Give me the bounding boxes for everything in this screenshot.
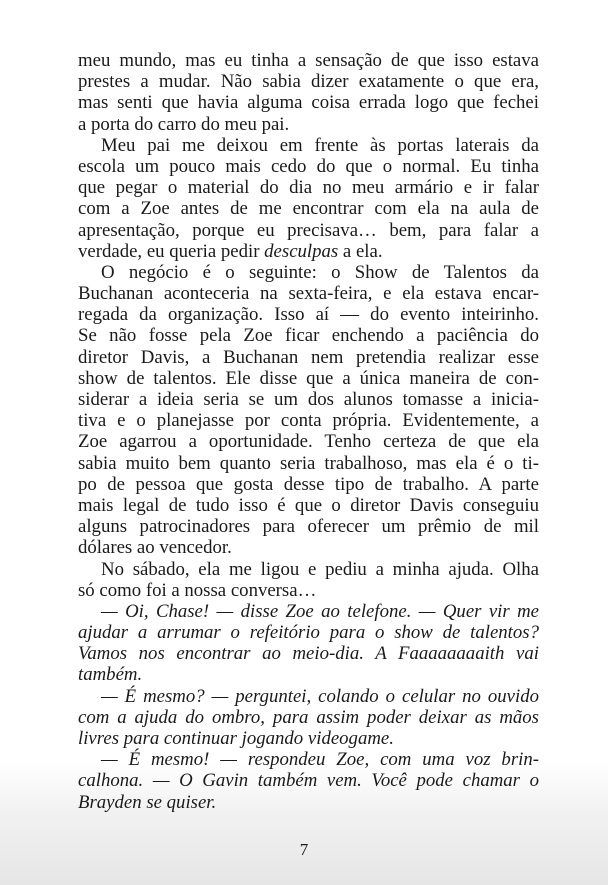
text-line: só como foi a nossa conversa… — [78, 579, 317, 601]
text-line: mas senti que havia alguma coisa errada logo que fechei — [78, 92, 539, 114]
text-line: dólares ao vencedor. — [78, 537, 232, 559]
text-line: com a Zoe antes de me encontrar com ela na aula de — [78, 198, 539, 220]
dialogue-line: — É mesmo? — perguntei, colando o celular no ouvido — [101, 685, 539, 707]
text-line: sabia muito bem quanto seria trabalhoso, mas ela é o ti- — [78, 452, 539, 474]
dialogue-line: — Oi, Chase! — disse Zoe ao telefone. — Quer vir me — [101, 600, 539, 622]
body-text — [78, 50, 539, 813]
text-line: escola um pouco mais cedo do que o normal. Eu tinha — [78, 155, 539, 177]
text-line: meu mundo, mas eu tinha a sensação de que isso estava — [78, 50, 539, 71]
dialogue-line: livres para continuar jogando videogame. — [78, 728, 394, 749]
text-line: que pegar o material do dia no meu armário e ir falar — [78, 177, 539, 199]
text-run: verdade, eu queria pedir — [78, 240, 265, 262]
text-line: diretor Davis, a Buchanan nem pretendia realizar esse — [78, 346, 539, 368]
emphasis-text: desculpas — [264, 240, 339, 262]
text-line: Se não fosse pela Zoe ficar enchendo a paciência do — [78, 325, 539, 347]
text-line: tiva e o planejasse por conta própria. Evidentemente, a — [78, 410, 539, 432]
text-line: No sábado, ela me ligou e pediu a minha ajuda. Olha — [101, 558, 539, 580]
text-run: a ela. — [338, 240, 383, 262]
text-line — [78, 241, 539, 262]
dialogue-line: com a ajuda do ombro, para assim poder deixar as mãos — [78, 706, 539, 728]
dialogue-line: Brayden se quiser. — [78, 791, 217, 813]
text-line: siderar a ideia seria se um dos alunos tomasse a inicia- — [78, 389, 539, 410]
dialogue-line: — É mesmo! — respondeu Zoe, com uma voz brin- — [101, 749, 539, 771]
text-line: a porta do carro do meu pai. — [78, 113, 290, 135]
text-line: po de pessoa que gosta desse tipo de trabalho. A parte — [78, 473, 539, 495]
text-line: mais legal de tudo isso é que o diretor Davis conseguiu — [78, 494, 539, 516]
dialogue-line: calhona. — O Gavin também vem. Você pode chamar o — [78, 770, 539, 792]
text-line: alguns patrocinadores para oferecer um prêmio de mil — [78, 516, 539, 538]
text-line: O negócio é o seguinte: o Show de Talentos da — [101, 261, 539, 283]
page-number: 7 — [299, 840, 309, 859]
text-line: show de talentos. Ele disse que a única maneira de con- — [78, 367, 539, 389]
text-line: Buchanan aconteceria na sexta-feira, e ela estava encar- — [78, 283, 539, 305]
text-line: apresentação, porque eu precisava… bem, para falar a — [78, 219, 539, 241]
dialogue-line: Vamos nos encontrar ao meio-dia. A Faaaaaaaaith vai — [78, 643, 539, 665]
dialogue-line: ajudar a arrumar o refeitório para o show de talentos? — [78, 622, 539, 644]
dialogue-line: também. — [78, 664, 143, 686]
text-line: prestes a mudar. Não sabia dizer exatamente o que era, — [78, 71, 539, 93]
text-line: Zoe agarrou a oportunidade. Tenho certeza de que ela — [78, 431, 539, 453]
text-line: Meu pai me deixou em frente às portas laterais da — [101, 134, 539, 156]
text-line: regada da organização. Isso aí — do evento inteirinho. — [78, 304, 539, 326]
